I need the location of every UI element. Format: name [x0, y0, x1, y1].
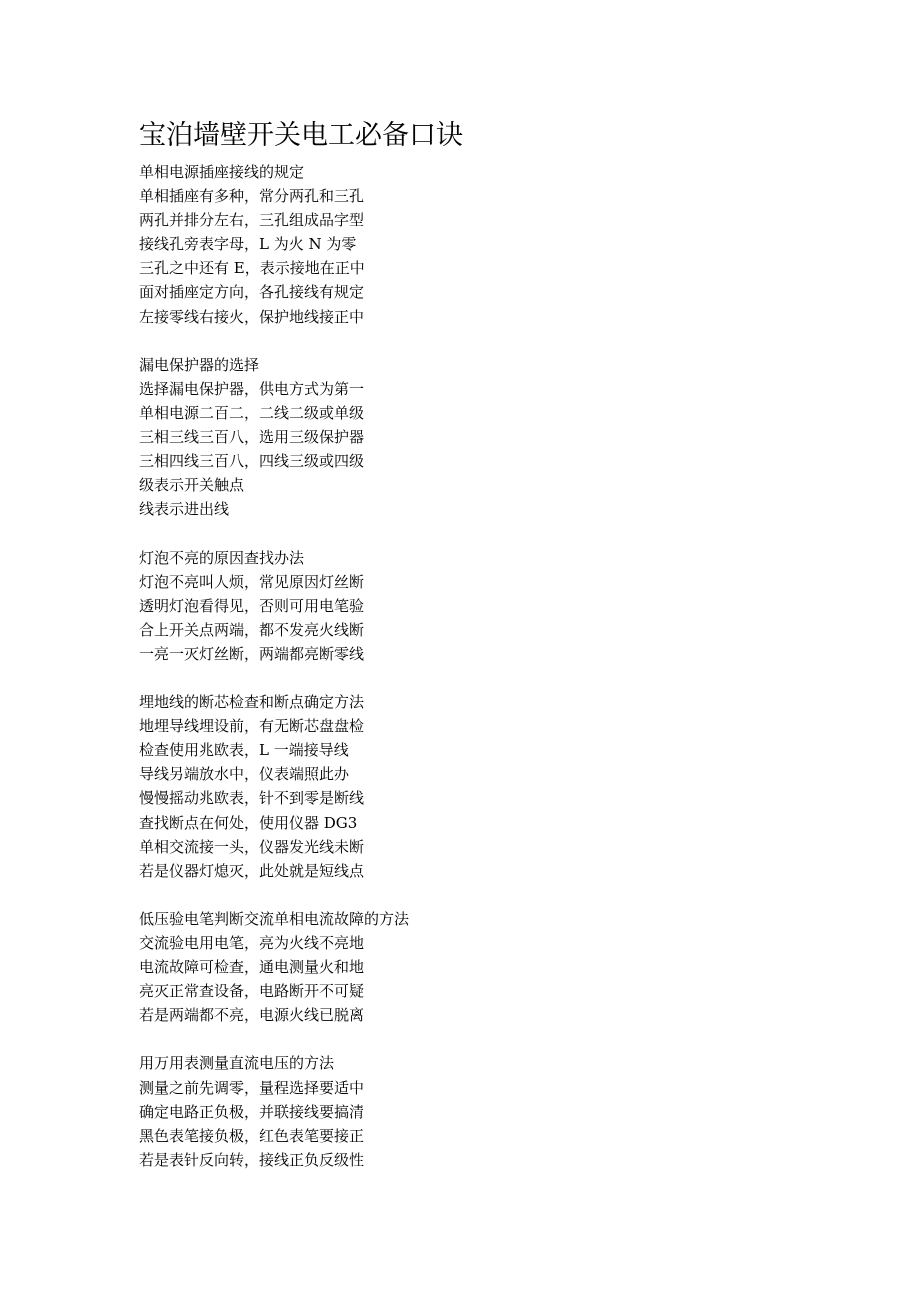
text-line: 亮灭正常查设备，电路断开不可疑: [139, 982, 365, 1001]
text-line: 导线另端放水中，仪表端照此办: [139, 765, 350, 784]
text-line: 单相插座有多种，常分两孔和三孔: [139, 187, 365, 206]
text-line: 检查使用兆欧表，L 一端接导线: [139, 741, 349, 760]
text-line: 三相四线三百八，四线三级或四级: [139, 452, 365, 471]
document-section: [139, 907, 839, 1027]
text-line: 若是两端都不亮，电源火线已脱离: [139, 1006, 365, 1025]
text-line: 左接零线右接火，保护地线接正中: [139, 307, 365, 326]
text-line: 三孔之中还有 E，表示接地在正中: [139, 259, 365, 278]
text-line: 若是仪器灯熄灭，此处就是短线点: [139, 861, 365, 880]
section-heading: 灯泡不亮的原因查找办法: [139, 548, 305, 567]
document-section: [139, 1051, 839, 1171]
text-line: 级表示开关触点: [139, 476, 245, 495]
document-title: 宝泊墙壁开关电工必备口诀: [139, 120, 463, 151]
section-heading: 用万用表测量直流电压的方法: [139, 1054, 335, 1073]
text-line: 查找断点在何处，使用仪器 DG3: [139, 813, 358, 832]
text-line: 三相三线三百八，选用三级保护器: [139, 428, 365, 447]
text-line: 两孔并排分左右，三孔组成品字型: [139, 211, 365, 230]
document-body: [139, 160, 839, 1172]
text-line: 交流验电用电笔，亮为火线不亮地: [139, 934, 365, 952]
text-line: 线表示进出线: [139, 500, 230, 519]
text-line: 面对插座定方向，各孔接线有规定: [139, 283, 365, 302]
text-line: 接线孔旁表字母，L 为火 N 为零: [139, 235, 357, 254]
text-line: 电流故障可检查，通电测量火和地: [139, 958, 365, 977]
text-line: 选择漏电保护器，供电方式为第一: [139, 379, 365, 398]
text-line: 灯泡不亮叫人烦，常见原因灯丝断: [139, 572, 365, 591]
document-section: [139, 690, 839, 883]
text-line: 地埋导线埋设前，有无断芯盘盘检: [139, 717, 365, 736]
section-heading: 单相电源插座接线的规定: [139, 163, 305, 181]
text-line: 慢慢摇动兆欧表，针不到零是断线: [139, 789, 365, 808]
document-section: [139, 546, 839, 666]
section-heading: 漏电保护器的选择: [139, 355, 260, 374]
text-line: 一亮一灭灯丝断，两端都亮断零线: [139, 644, 365, 663]
text-line: 透明灯泡看得见，否则可用电笔验: [139, 596, 365, 615]
text-line: 测量之前先调零，量程选择要适中: [139, 1078, 365, 1097]
text-line: 合上开关点两端，都不发亮火线断: [139, 620, 365, 639]
section-heading: 埋地线的断芯检查和断点确定方法: [139, 693, 365, 712]
document-section: [139, 160, 839, 329]
text-line: 单相电源二百二，二线二级或单级: [139, 403, 365, 422]
document-section: [139, 353, 839, 522]
text-line: 若是表针反向转，接线正负反级性: [139, 1150, 365, 1169]
text-line: 黑色表笔接负极，红色表笔要接正: [139, 1126, 365, 1145]
section-heading: 低压验电笔判断交流单相电流故障的方法: [139, 909, 410, 928]
text-line: 确定电路正负极，并联接线要搞清: [139, 1102, 365, 1121]
text-line: 单相交流接一头，仪器发光线未断: [139, 837, 365, 856]
